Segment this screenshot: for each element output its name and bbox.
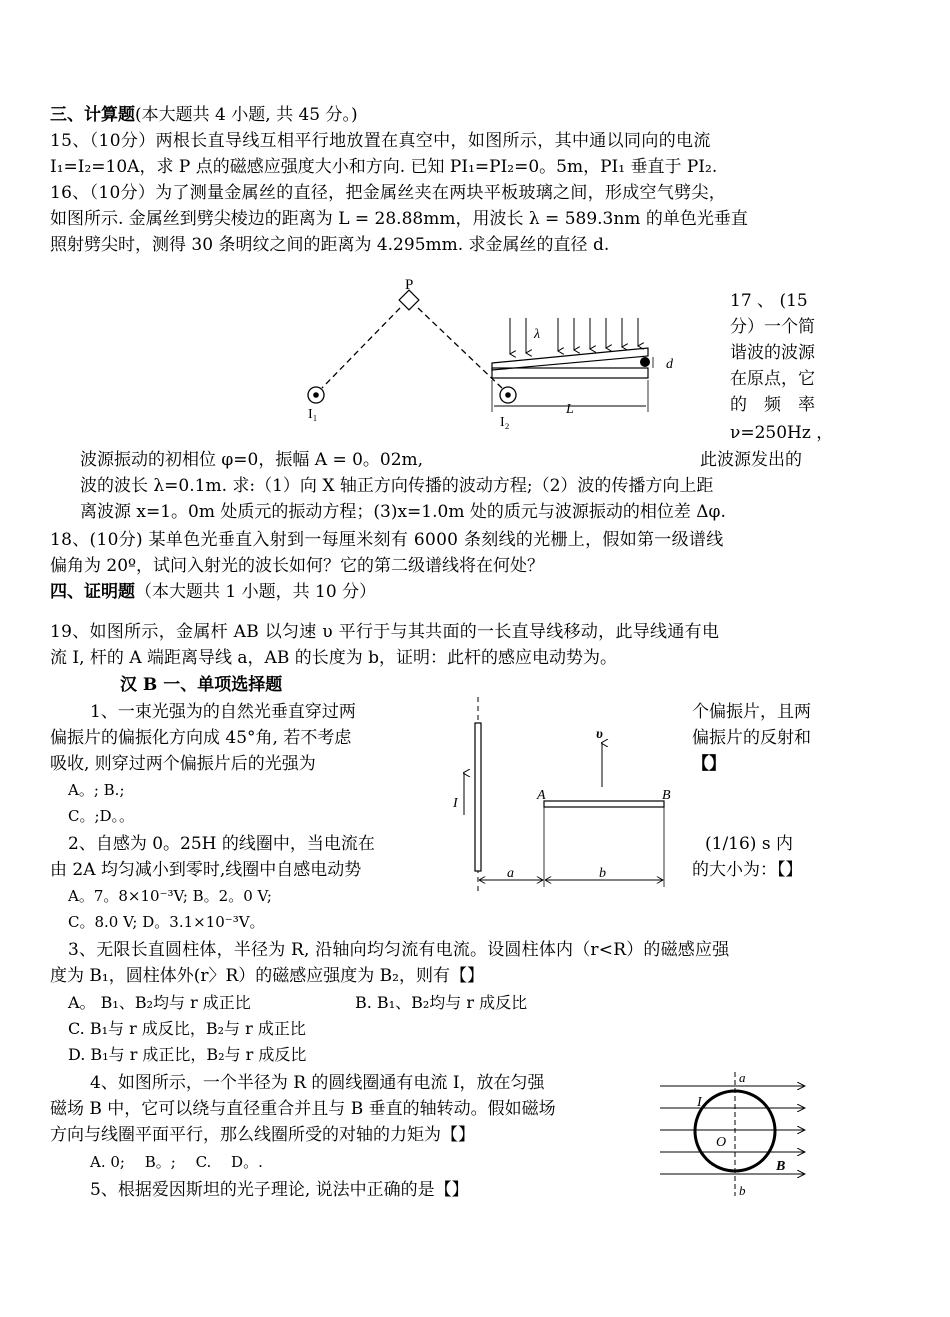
mc4-options: A. 0; B。; C. D。. [90,1153,263,1171]
label-current-i: I [453,796,458,811]
label-center-o: O [716,1135,727,1150]
q17-right4: 在原点，它 [730,369,815,389]
q17-right5: 的 频 率 [730,395,815,415]
section3-title: 三、计算题 [50,105,135,125]
q19-line1: 19、如图所示，金属杆 AB 以匀速 υ 平行于与其共面的一长直导线移动，此导线通有电 [50,622,720,642]
mc3-line2: 度为 B₁，圆柱体外(r〉R）的磁感应强度为 B₂，则有【】 [50,966,484,986]
label-lambda: λ [534,327,541,342]
mc1-left2: 偏振片的偏振化方向成 45°角, 若不考虑 [50,728,352,748]
mc3-option-c: C. B₁与 r 成反比，B₂与 r 成正比 [68,1019,306,1038]
mc3-line1: 3、无限长直圆柱体，半径为 R, 沿轴向均匀流有电流。设圆柱体内（r<R）的磁感应强 [68,940,730,960]
mc4-line3: 方向与线圈平面平行，那么线圈所受的对轴的力矩为【】 [50,1125,475,1145]
q17-line1-left: 波源振动的初相位 φ=0，振幅 A = 0。02m, [80,450,424,470]
mc4-line1: 4、如图所示，一个半径为 R 的圆线圈通有电流 I，放在匀强 [90,1073,545,1093]
q16-line2: 如图所示. 金属丝到劈尖棱边的距离为 L = 28.88mm，用波长 λ = 589.3nm 的单色光垂直 [50,209,748,229]
top-glass-plate [492,348,648,370]
mc4-line2: 磁场 B 中，它可以绕与直径重合并且与 B 垂直的轴转动。假如磁场 [50,1099,556,1119]
q17-right6: ν=250Hz ， [730,423,834,443]
q17-right1: 17 、 (15 [730,291,808,311]
mc2-left1: 2、自感为 0。25H 的线圈中，当电流在 [68,834,375,854]
label-i1: I₁ [308,407,318,422]
label-end-a: A [537,788,546,803]
label-a: a [507,866,514,881]
section4-heading [50,580,376,604]
metal-rod-ab [544,801,664,807]
label-i2: I₂ [500,415,510,430]
label-l: L [566,402,574,417]
mc2-options1: A。7。8×10⁻³V; B。2。0 V; [68,887,272,905]
section4-title: 四、证明题 [50,582,135,602]
q15-line1: 15、（10分）两根长直导线互相平行地放置在真空中，如图所示，其中通以同向的电流 [50,131,711,151]
mc2-right1: (1/16) s 内 [705,834,793,854]
section3-note: (本大题共 4 小题, 共 45 分。) [135,105,358,125]
long-straight-wire [475,723,481,871]
section4-note: （本大题共 1 小题，共 10 分） [135,582,377,602]
mc5-line1: 5、根据爱因斯坦的光子理论, 说法中正确的是【】 [90,1180,469,1200]
mc2-options2: C。8.0 V; D。3.1×10⁻³V。 [68,913,265,931]
mc1-right1: 个偏振片，且两 [692,702,811,722]
label-axis-b: b [739,1183,746,1198]
mc1-left3: 吸收, 则穿过两个偏振片后的光强为 [50,754,316,774]
q18-line1: 18、(10分) 某单色光垂直入射到一每厘米刻有 6000 条刻线的光栅上，假如第一级谱线 [50,530,724,550]
mc1-left1: 1、一束光强为的自然光垂直穿过两 [90,702,356,722]
label-end-b: B [662,788,671,803]
q19-line2: 流 I, 杆的 A 端距离导线 a，AB 的长度为 b，证明：此杆的感应电动势为。 [50,648,618,668]
q16-line1: 16、（10分）为了测量金属丝的直径，把金属丝夹在两块平板玻璃之间，形成空气劈尖， [50,183,727,203]
metal-wire-icon [640,357,650,367]
mc2-left2: 由 2A 均匀减小到零时,线圈中自感电动势 [50,860,362,880]
mc3-option-b: B. B₁、B₂均与 r 成反比 [355,993,528,1012]
q17-line3: 离波源 x=1。0m 处质元的振动方程；(3)x=1.0m 处的质元与波源振动的相位差 Δφ. [80,502,726,522]
label-field-b: B [776,1159,786,1174]
mc3-option-d: D. B₁与 r 成正比，B₂与 r 成反比 [68,1045,307,1064]
bottom-glass-plate [492,368,648,378]
rod-wire-figure [445,695,685,895]
dashed-line-p-i1 [322,308,400,388]
q16-line3: 照射劈尖时，测得 30 条明纹之间的距离为 4.295mm. 求金属丝的直径 d. [50,235,610,255]
mc2-right2: 的大小为：【】 [692,860,803,880]
mc1-right3: 【】 [692,754,726,774]
mc1-right2: 偏振片的反射和 [692,728,811,748]
wedge-figure [488,310,688,420]
right-angle-mark [399,290,419,310]
label-velocity: υ [596,727,603,742]
label-b: b [599,866,606,881]
label-p: P [405,277,414,293]
section3-heading [50,103,358,127]
q18-line2: 偏角为 20º，试问入射光的波长如何？它的第二级谱线将在何处？ [50,556,545,576]
q15-line2: I₁=I₂=10A，求 P 点的磁感应强度大小和方向. 已知 PI₁=PI₂=0。5m，PI₁ 垂直于 PI₂. [50,157,718,177]
label-d: d [666,357,673,372]
mc1-options1: A。; B.; [68,781,125,799]
loop-field-figure [655,1068,815,1203]
q17-right2: 分）一个简 [730,317,815,337]
han-b-heading: 汉 B 一、单项选择题 [120,675,283,695]
mc1-options2: C。;D。。 [68,807,135,825]
label-loop-current: I [697,1095,702,1110]
q17-line1-right: 此波源发出的 [700,450,802,470]
label-axis-a: a [739,1070,746,1085]
mc3-option-a: A。 B₁、B₂均与 r 成正比 [68,993,251,1012]
incident-light-arrows [510,318,638,354]
q17-right3: 谐波的波源 [730,343,815,363]
q17-line2: 波的波长 λ=0.1m. 求:（1）向 X 轴正方向传播的波动方程;（2）波的传播方向上距 [80,476,714,496]
